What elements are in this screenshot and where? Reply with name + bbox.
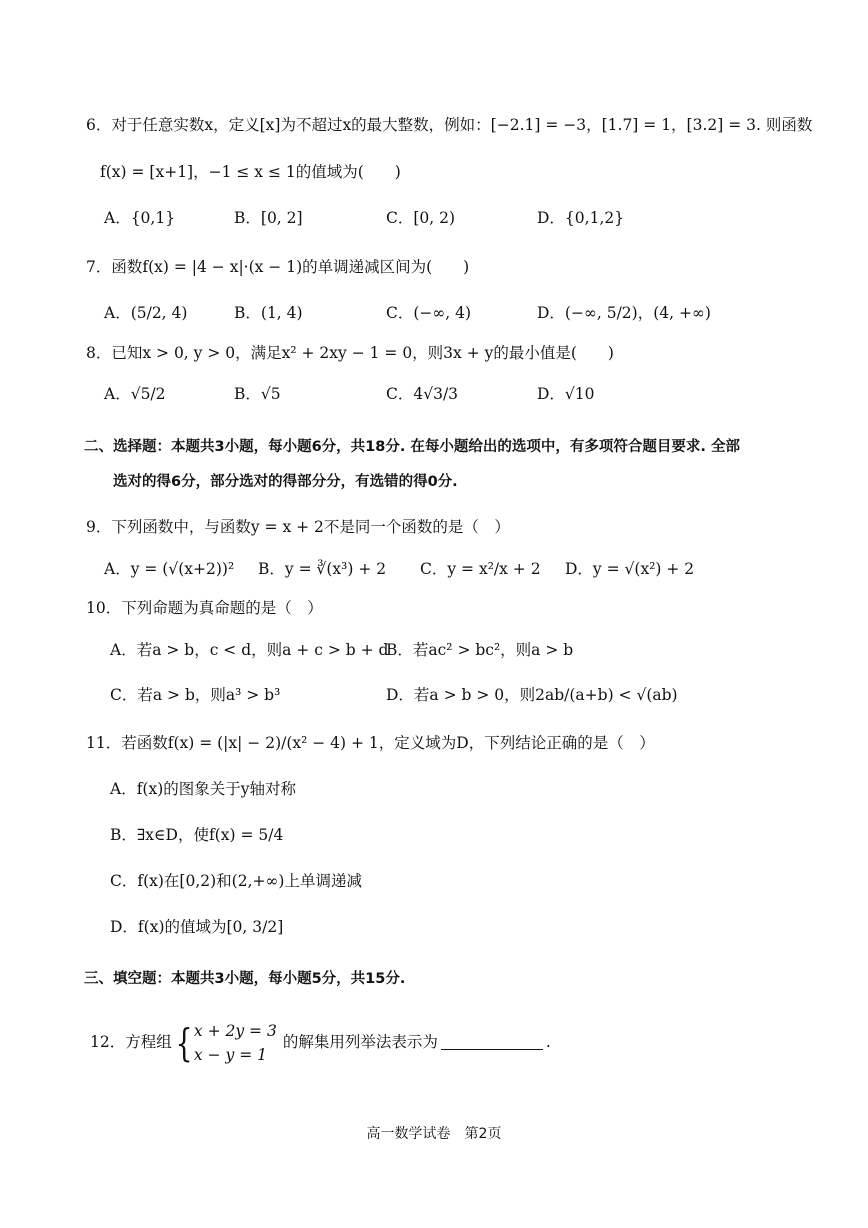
- q6-option-b: B．[0, 2]: [234, 209, 303, 227]
- q12-end: .: [545, 1033, 551, 1051]
- q8-option-b: B．√5: [234, 385, 281, 403]
- q10-option-b: B．若ac² > bc²，则a > b: [386, 641, 574, 659]
- q10-option-d: D．若a > b > 0，则2ab/(a+b) < √(ab): [386, 686, 678, 704]
- section-2-header-line2: 选对的得6分，部分选对的得部分分，有选错的得0分.: [113, 474, 458, 490]
- q10-option-a: A．若a > b，c < d，则a + c > b + d: [110, 641, 389, 659]
- equation-system: [194, 1019, 277, 1067]
- q7-option-d: D．(−∞, 5/2)，(4, +∞): [537, 304, 711, 322]
- q7-option-a: A．(5/2, 4): [104, 304, 188, 322]
- q12-suffix: 的解集用列举法表示为: [282, 1033, 438, 1051]
- q6-stem-line2: f(x) = [x+1]，−1 ≤ x ≤ 1的值域为( ): [100, 163, 401, 181]
- q6-option-c: C．[0, 2): [386, 209, 456, 227]
- section-2-header-line1: 二、选择题：本题共3小题，每小题6分，共18分. 在每小题给出的选项中，有多项符合题目要求. 全部: [84, 439, 740, 455]
- q9-option-b: B．y = ∛(x³) + 2: [258, 560, 387, 578]
- q10-stem: 10．下列命题为真命题的是（ ）: [86, 599, 323, 617]
- page-footer: 高一数学试卷 第2页: [366, 1126, 502, 1142]
- q11-option-a: A．f(x)的图象关于y轴对称: [110, 780, 297, 798]
- q9-option-d: D．y = √(x²) + 2: [565, 560, 695, 578]
- q7-stem: 7．函数f(x) = |4 − x|·(x − 1)的单调递减区间为( ): [86, 258, 470, 276]
- q7-option-c: C．(−∞, 4): [386, 304, 472, 322]
- q11-stem: 11．若函数f(x) = (|x| − 2)/(x² − 4) + 1，定义域为D，下列结论正确的是（ ）: [86, 734, 655, 752]
- q8-option-a: A．√5/2: [104, 385, 166, 403]
- q12: [90, 1018, 551, 1066]
- q9-option-c: C．y = x²/x + 2: [420, 560, 541, 578]
- q10-option-c: C．若a > b，则a³ > b³: [110, 686, 281, 704]
- q6-option-a: A．{0,1}: [104, 209, 176, 227]
- q6-stem-line1: 6．对于任意实数x，定义[x]为不超过x的最大整数，例如：[−2.1] = −3，[1.7] = 1，[3.2] = 3. 则函数: [86, 116, 813, 134]
- q9-option-a: A．y = (√(x+2))²: [104, 560, 235, 578]
- q11-option-b: B．∃x∈D，使f(x) = 5/4: [110, 826, 284, 844]
- answer-blank[interactable]: [441, 1033, 543, 1050]
- system-brace: {: [175, 1021, 193, 1065]
- q8-stem: 8．已知x > 0, y > 0，满足x² + 2xy − 1 = 0，则3x + y的最小值是( ): [86, 344, 614, 362]
- q6-option-d: D．{0,1,2}: [537, 209, 625, 227]
- section-3-header: 三、填空题：本题共3小题，每小题5分，共15分.: [84, 971, 406, 987]
- equation-2: x − y = 1: [193, 1046, 267, 1064]
- q11-option-c: C．f(x)在[0,2)和(2,+∞)上单调递减: [110, 872, 362, 890]
- q8-option-c: C．4√3/3: [386, 385, 459, 403]
- q12-prefix: 12．方程组: [90, 1033, 172, 1051]
- q9-stem: 9．下列函数中，与函数y = x + 2不是同一个函数的是（ ）: [86, 518, 510, 536]
- q8-option-d: D．√10: [537, 385, 595, 403]
- q11-option-d: D．f(x)的值域为[0, 3/2]: [110, 918, 284, 936]
- q7-option-b: B．(1, 4): [234, 304, 303, 322]
- equation-1: x + 2y = 3: [193, 1022, 277, 1040]
